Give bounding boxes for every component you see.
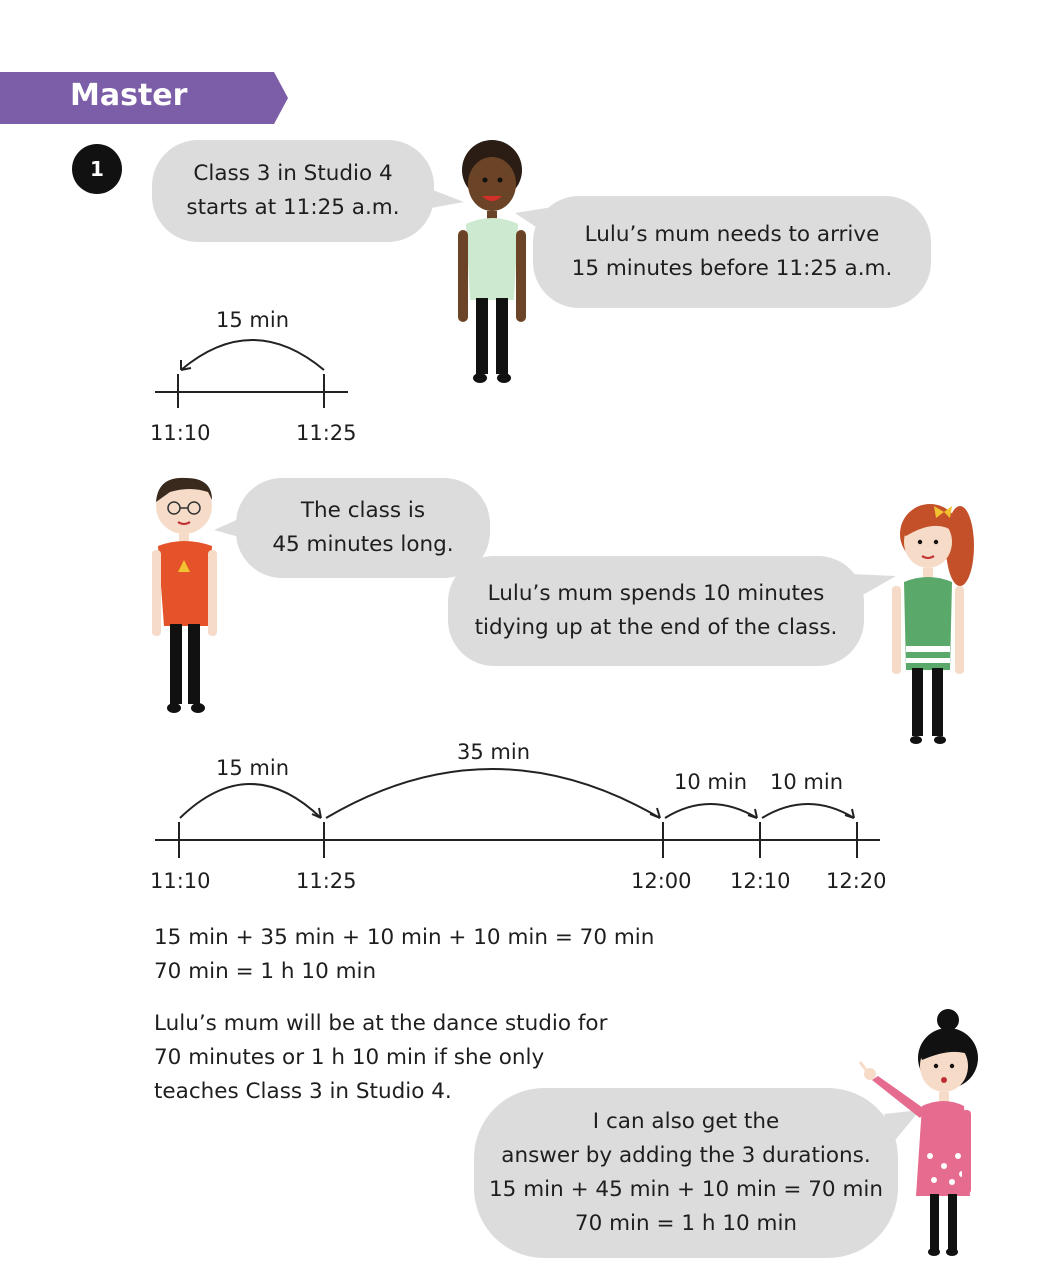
bubble-text-line: The class is [300,498,426,523]
jump-label: 15 min [216,756,289,780]
tick-label: 11:10 [150,869,211,893]
bubble-text-line: starts at 11:25 a.m. [186,195,400,220]
conclusion-line: 70 minutes or 1 h 10 min if she only [154,1045,545,1070]
bubble-text-line: answer by adding the 3 durations. [501,1143,871,1168]
tick-label: 12:10 [730,869,791,893]
bubble-text-line: tidying up at the end of the class. [474,615,838,640]
tick-label: 11:25 [296,869,357,893]
working-line-1: 15 min + 35 min + 10 min + 10 min = 70 min [154,925,655,950]
speech-bubble-alternative [474,1088,898,1258]
bubble-text-line: Lulu’s mum spends 10 minutes [487,581,825,606]
conclusion-line: teaches Class 3 in Studio 4. [154,1079,452,1104]
section-title: Master [70,78,188,113]
bubble-text-line: I can also get the [592,1109,780,1134]
girl-with-bun-pointing-illustration [858,1006,978,1260]
tick-label: 12:20 [826,869,887,893]
tick-label: 11:10 [150,421,211,445]
tick-label: 12:00 [631,869,692,893]
tick-label: 11:25 [296,421,357,445]
question-number: 1 [72,144,122,194]
working-line-2: 70 min = 1 h 10 min [154,959,377,984]
bubble-text-line: 15 min + 45 min + 10 min = 70 min [489,1177,883,1202]
bubble-text-line: 70 min = 1 h 10 min [574,1211,798,1236]
bubble-text-line: Class 3 in Studio 4 [193,161,393,186]
bubble-text-line: 15 minutes before 11:25 a.m. [571,256,893,281]
jump-label: 10 min [674,770,747,794]
conclusion-line: Lulu’s mum will be at the dance studio for [154,1011,608,1036]
jump-label: 10 min [770,770,843,794]
jump-label: 35 min [457,740,530,764]
bubble-text-line: 45 minutes long. [272,532,454,557]
jump-label: 15 min [216,308,289,332]
bubble-text-line: Lulu’s mum needs to arrive [584,222,880,247]
